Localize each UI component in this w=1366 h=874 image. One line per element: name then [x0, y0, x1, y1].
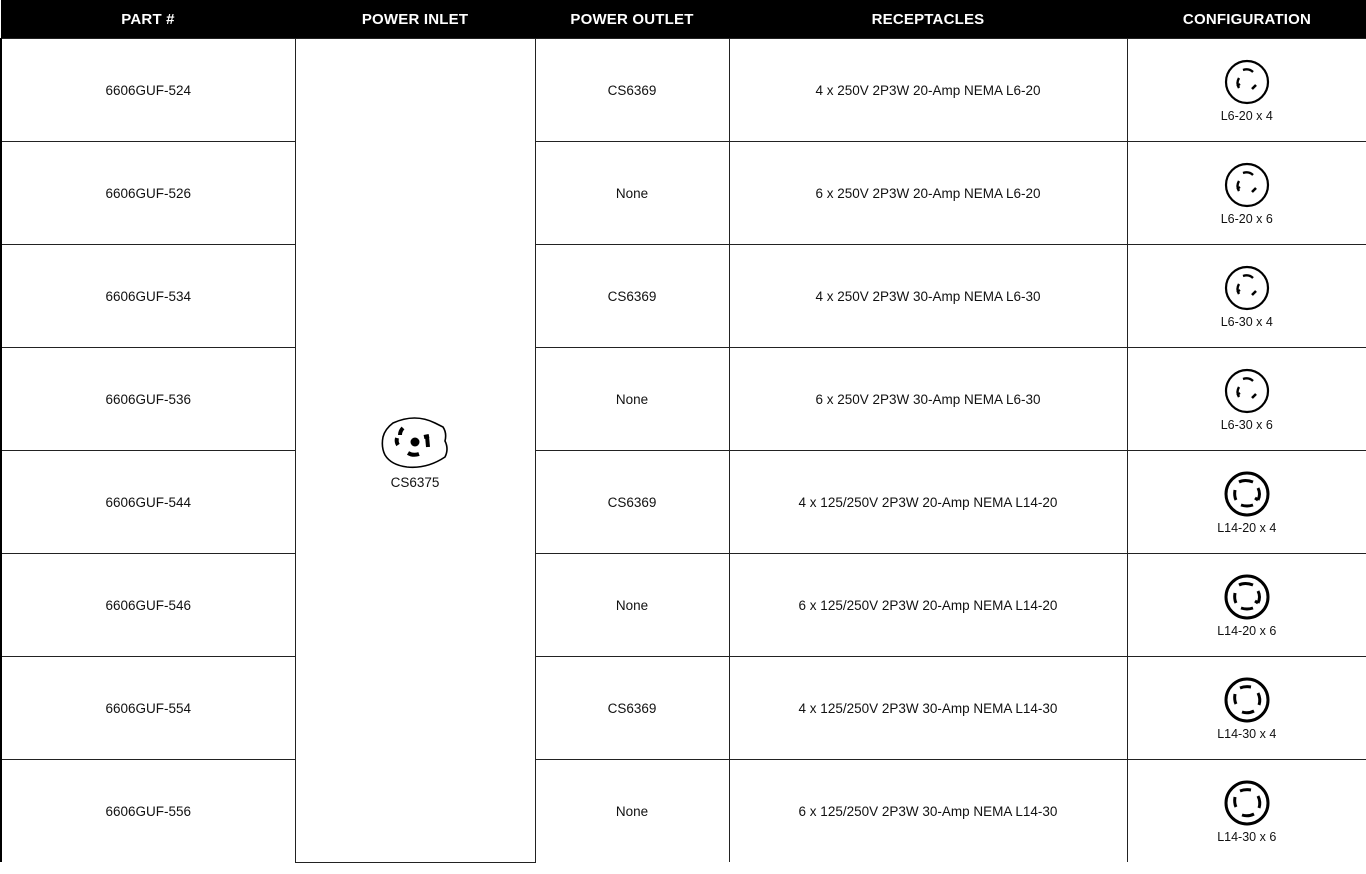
- configuration-label: L14-30 x 6: [1217, 829, 1277, 844]
- table-row: [1, 348, 1366, 451]
- part-number: 6606GUF-534: [1, 245, 295, 348]
- receptacles: 4 x 250V 2P3W 20-Amp NEMA L6-20: [729, 39, 1127, 142]
- receptacles: 6 x 250V 2P3W 20-Amp NEMA L6-20: [729, 142, 1127, 245]
- header-part: PART #: [1, 0, 295, 39]
- header-power-inlet: POWER INLET: [295, 0, 535, 39]
- table-row: [1, 451, 1366, 554]
- configuration-cell: [1127, 39, 1366, 142]
- configuration-label: L14-20 x 6: [1217, 623, 1277, 638]
- part-number: 6606GUF-556: [1, 760, 295, 863]
- nema-l14-30-inlet-icon: [367, 411, 463, 471]
- table-row: [1, 657, 1366, 760]
- nema-l6-icon: [1223, 161, 1271, 209]
- nema-l14-30-icon: [1223, 676, 1271, 724]
- nema-l14-20-icon: [1223, 470, 1271, 518]
- configuration-cell: [1127, 657, 1366, 760]
- configuration-label: L6-20 x 6: [1220, 211, 1273, 226]
- power-outlet: None: [535, 142, 729, 245]
- power-outlet: CS6369: [535, 657, 729, 760]
- power-outlet: CS6369: [535, 245, 729, 348]
- header-row: [1, 0, 1366, 39]
- part-number: 6606GUF-526: [1, 142, 295, 245]
- power-outlet: CS6369: [535, 39, 729, 142]
- configuration-label: L6-30 x 4: [1220, 314, 1273, 329]
- table-row: [1, 245, 1366, 348]
- receptacles: 6 x 125/250V 2P3W 20-Amp NEMA L14-20: [729, 554, 1127, 657]
- header-power-outlet: POWER OUTLET: [535, 0, 729, 39]
- part-number: 6606GUF-554: [1, 657, 295, 760]
- header-configuration: CONFIGURATION: [1127, 0, 1366, 39]
- configuration-cell: [1127, 451, 1366, 554]
- receptacles: 4 x 125/250V 2P3W 30-Amp NEMA L14-30: [729, 657, 1127, 760]
- nema-l14-30-icon: [1223, 779, 1271, 827]
- configuration-cell: [1127, 245, 1366, 348]
- header-receptacles: RECEPTACLES: [729, 0, 1127, 39]
- receptacles: 4 x 250V 2P3W 30-Amp NEMA L6-30: [729, 245, 1127, 348]
- power-inlet-label: CS6375: [390, 474, 440, 490]
- table-row: [1, 760, 1366, 863]
- table-row: [1, 554, 1366, 657]
- nema-l6-icon: [1223, 264, 1271, 312]
- part-number: 6606GUF-544: [1, 451, 295, 554]
- power-inlet-cell: [295, 39, 535, 863]
- configuration-cell: [1127, 554, 1366, 657]
- part-number: 6606GUF-546: [1, 554, 295, 657]
- configuration-label: L6-20 x 4: [1220, 108, 1273, 123]
- table-row: [1, 142, 1366, 245]
- receptacles: 6 x 125/250V 2P3W 30-Amp NEMA L14-30: [729, 760, 1127, 863]
- receptacles: 6 x 250V 2P3W 30-Amp NEMA L6-30: [729, 348, 1127, 451]
- power-outlet: None: [535, 760, 729, 863]
- table-row: [1, 39, 1366, 142]
- configuration-cell: [1127, 348, 1366, 451]
- configuration-label: L6-30 x 6: [1220, 417, 1273, 432]
- configuration-label: L14-20 x 4: [1217, 520, 1277, 535]
- configuration-cell: [1127, 142, 1366, 245]
- receptacles: 4 x 125/250V 2P3W 20-Amp NEMA L14-20: [729, 451, 1127, 554]
- configuration-cell: [1127, 760, 1366, 863]
- part-number: 6606GUF-536: [1, 348, 295, 451]
- configuration-label: L14-30 x 4: [1217, 726, 1277, 741]
- nema-l6-icon: [1223, 58, 1271, 106]
- power-outlet: None: [535, 554, 729, 657]
- power-outlet: CS6369: [535, 451, 729, 554]
- nema-l14-20-icon: [1223, 573, 1271, 621]
- power-outlet: None: [535, 348, 729, 451]
- part-number: 6606GUF-524: [1, 39, 295, 142]
- nema-l6-icon: [1223, 367, 1271, 415]
